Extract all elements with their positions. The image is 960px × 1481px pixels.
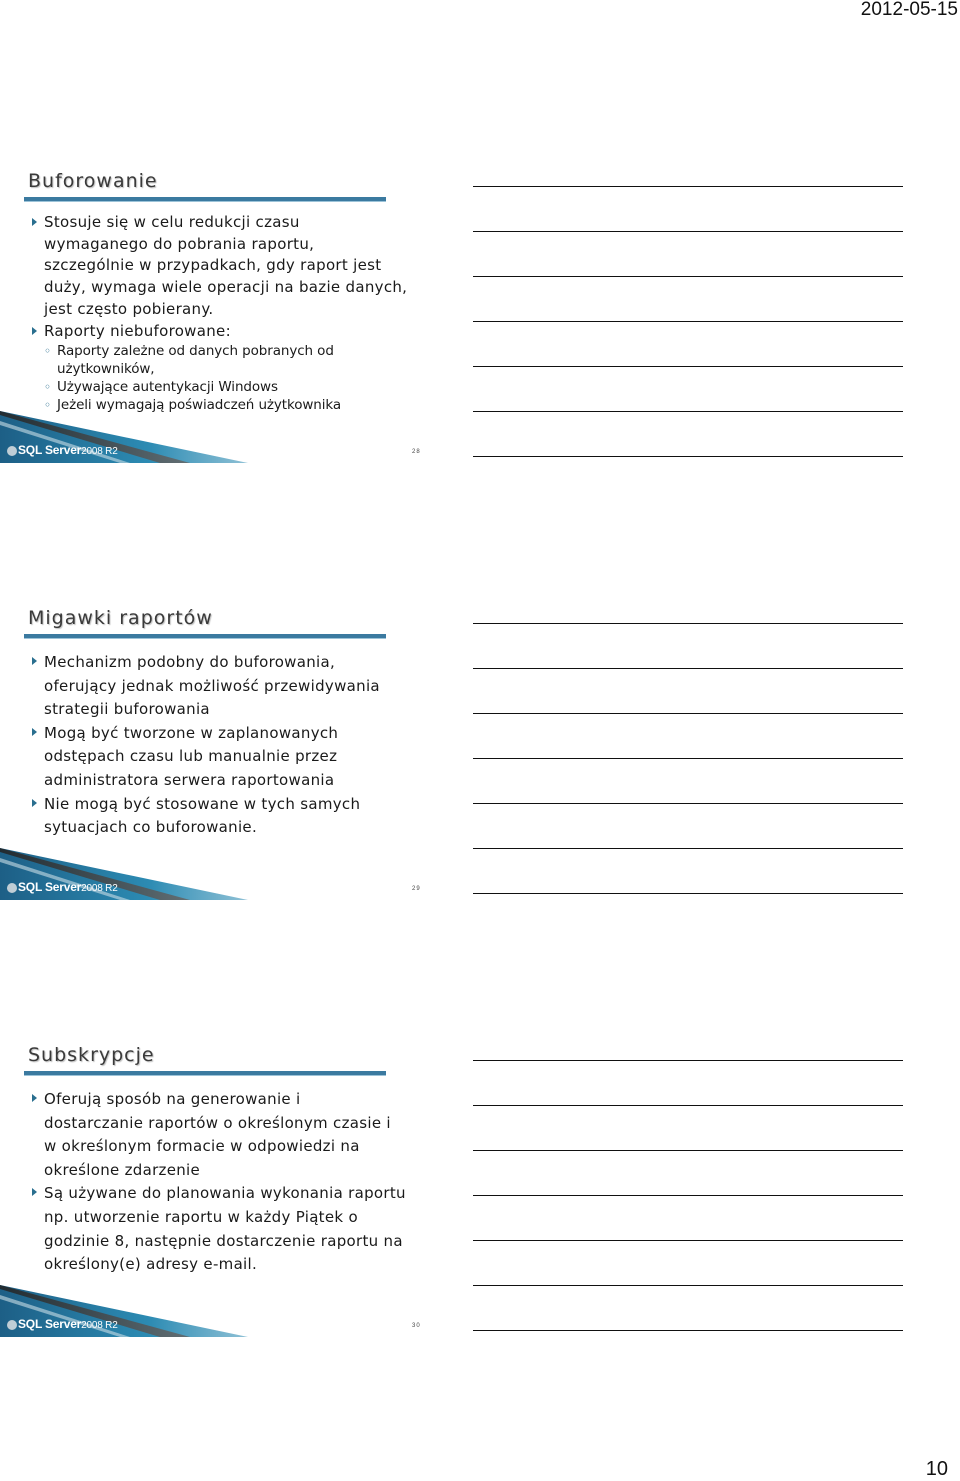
footer-logo-band <box>0 411 248 463</box>
bullet-item: odstępach czasu lub manualnie przez <box>44 747 338 766</box>
bullet-item: sytuacjach co buforowanie. <box>44 818 258 837</box>
note-line <box>473 1060 903 1061</box>
note-line <box>473 276 903 277</box>
note-line <box>473 713 903 714</box>
note-line <box>473 803 903 804</box>
bullet-list <box>32 212 422 414</box>
sql-server-logo <box>18 880 118 894</box>
logo-version: 2008 R2 <box>81 883 118 894</box>
bullet-item: Mogą być tworzone w zaplanowanych <box>32 722 422 746</box>
note-line <box>473 1150 903 1151</box>
bullet-item: wymaganego do pobrania raportu, <box>44 234 315 253</box>
logo-version: 2008 R2 <box>81 1320 118 1331</box>
slide-title: Migawki raportów <box>28 607 213 629</box>
logo-version: 2008 R2 <box>81 446 118 457</box>
slide-number: 29 <box>412 886 421 892</box>
bullet-item: Oferują sposób na generowanie i <box>32 1088 422 1112</box>
bullet-list <box>32 651 422 840</box>
note-line <box>473 623 903 624</box>
bullet-item: Mechanizm podobny do buforowania, <box>32 651 422 675</box>
document-date: 2012-05-15 <box>860 0 958 20</box>
bullet-item: jest często pobierany. <box>44 299 214 318</box>
bullet-item: strategii buforowania <box>44 700 210 719</box>
bullet-item: administratora serwera raportowania <box>44 770 335 789</box>
bullet-item: Raporty niebuforowane: <box>32 321 422 343</box>
bullet-item: Nie mogą być stosowane w tych samych <box>32 793 422 817</box>
slide-title: Buforowanie <box>28 170 158 192</box>
bullet-item: godzinie 8, następnie dostarczenie raportu na <box>44 1231 403 1250</box>
bullet-item: Stosuje się w celu redukcji czasu <box>32 212 422 234</box>
note-line <box>473 411 903 412</box>
note-line <box>473 186 903 187</box>
note-line <box>473 366 903 367</box>
bullet-item: określone zdarzenie <box>44 1160 201 1179</box>
title-underline <box>24 634 386 639</box>
bullet-item: duży, wymaga wiele operacji na bazie danych, <box>44 278 408 297</box>
title-underline <box>24 197 386 202</box>
bullet-item: oferujący jednak możliwość przewidywania <box>44 676 380 695</box>
page-number: 10 <box>925 1458 948 1480</box>
note-line <box>473 1240 903 1241</box>
note-line <box>473 848 903 849</box>
sub-bullet-item: ◦ Używające autentykacji Windows <box>32 378 422 396</box>
bullet-list <box>32 1088 422 1277</box>
sub-bullet-item: ◦ Jeżeli wymagają poświadczeń użytkownika <box>32 396 422 414</box>
slide-number: 30 <box>412 1323 421 1329</box>
bullet-item: szczególnie w przypadkach, gdy raport jest <box>44 256 382 275</box>
bullet-item: określony(e) adresy e-mail. <box>44 1255 258 1274</box>
title-underline <box>24 1071 386 1076</box>
note-line <box>473 231 903 232</box>
note-line <box>473 321 903 322</box>
footer-logo-band <box>0 1285 248 1337</box>
slide-title: Subskrypcje <box>28 1044 155 1066</box>
note-line <box>473 1105 903 1106</box>
sub-bullet-item: użytkowników, <box>57 361 155 378</box>
note-line <box>473 456 903 457</box>
note-line <box>473 668 903 669</box>
logo-name: SQL Server <box>18 1317 82 1331</box>
footer-logo-band <box>0 848 248 900</box>
note-line <box>473 758 903 759</box>
bullet-item: np. utworzenie raportu w każdy Piątek o <box>44 1207 358 1226</box>
note-line <box>473 1285 903 1286</box>
logo-name: SQL Server <box>18 880 82 894</box>
slide-number: 28 <box>412 449 421 455</box>
note-line <box>473 1195 903 1196</box>
sub-bullet-item: ◦ Raporty zależne od danych pobranych od <box>32 342 422 360</box>
logo-name: SQL Server <box>18 443 82 457</box>
sql-server-logo <box>18 1317 118 1331</box>
bullet-item: dostarczanie raportów o określonym czasie i <box>44 1113 391 1132</box>
bullet-item: w określonym formacie w odpowiedzi na <box>44 1137 360 1156</box>
note-line <box>473 1330 903 1331</box>
note-line <box>473 893 903 894</box>
sql-server-logo <box>18 443 118 457</box>
bullet-item: Są używane do planowania wykonania raportu <box>32 1182 422 1206</box>
